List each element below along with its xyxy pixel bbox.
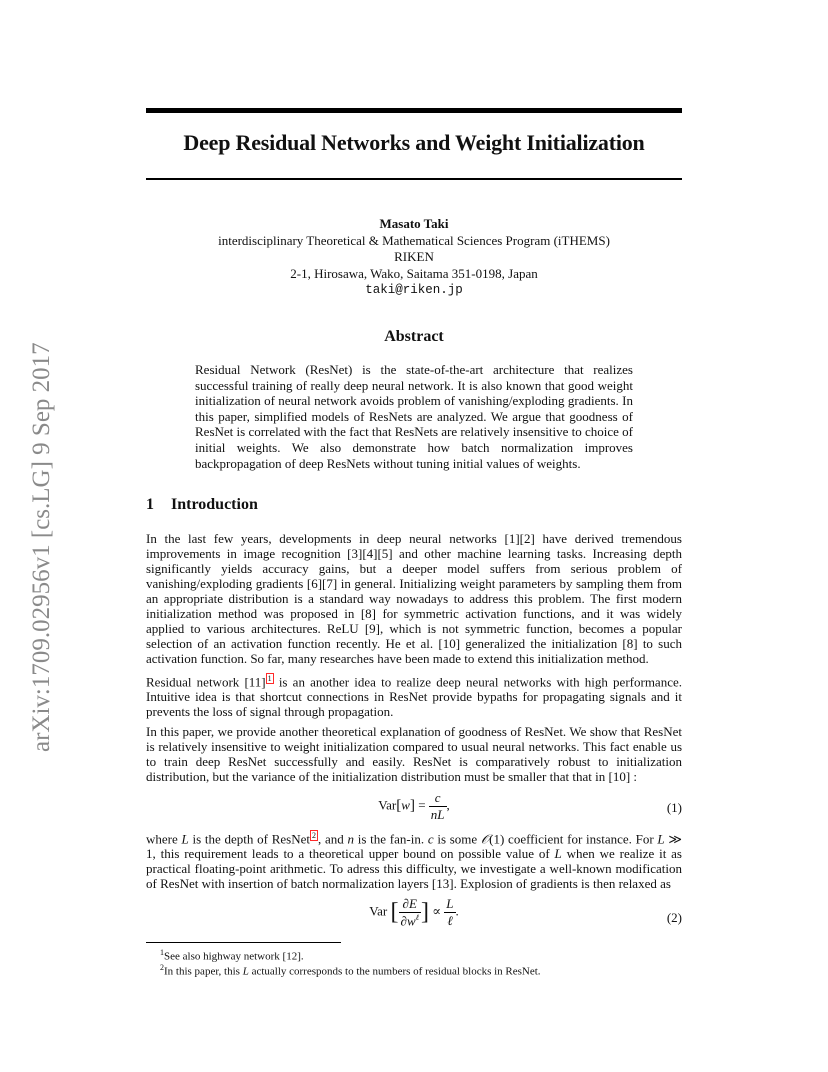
- paragraph-text: , and: [317, 831, 348, 847]
- equation-2: [146, 896, 682, 929]
- intro-paragraph-1: [146, 531, 682, 666]
- equation-1: [146, 790, 682, 823]
- arxiv-identifier-stamp: arXiv:1709.02956v1 [cs.LG] 9 Sep 2017: [28, 342, 55, 752]
- footnote-1: [160, 948, 304, 963]
- author-name: Masato Taki: [379, 216, 449, 231]
- intro-paragraph-3: [146, 724, 682, 784]
- fraction: $\frac{c}{nL}$: [430, 790, 445, 822]
- paragraph-text: Residual network [11]: [146, 674, 266, 690]
- footnote-mark: 2: [160, 963, 164, 972]
- section-title: Introduction: [171, 496, 258, 513]
- paragraph-text: is the fan-in.: [354, 831, 428, 847]
- title-top-rule: [146, 108, 682, 113]
- abstract-heading: Abstract: [384, 328, 444, 345]
- footnote-ref-1[interactable]: 1: [267, 674, 272, 683]
- equation-1-number: (1): [666, 800, 682, 815]
- author-institution: RIKEN: [394, 249, 434, 264]
- paragraph-text: is the depth of ResNet: [188, 831, 310, 847]
- paragraph-text: In this paper, we provide another theoretical explanation of goodness of ResNet. We show that ResNet is relatively insensitive to weight initialization compared to usual neural networks. This fact enable us to train deep ResNet successfully and easily. ResNet is comparatively robust to initialization distribution, but the variance of the initialization distribution must be smaller that that in [10] :: [146, 724, 682, 784]
- paragraph-text: coefficient for instance. For: [504, 831, 658, 847]
- fraction: $\frac{L}{\text{ℓ}}$: [446, 896, 454, 929]
- footnote-ref-2[interactable]: 2: [311, 831, 316, 840]
- intro-paragraph-4: where L is the depth of ResNet $^2$ , and n is the fan-in. c is some 𝒪(1) coefficient for instance. For L ≫ 1, this requirement leads to a theoretical upper bound on possible value of L when we realize it as practical floating-point arithmetic. To adress this difficulty, we investigate a well-known modification of ResNet with insertion of batch normalization layers [13]. Explosion of gradients is then relaxed as: [146, 831, 683, 892]
- footnote-text: In this paper, this: [164, 965, 243, 978]
- paragraph-text: when we realize it as practical floating-point arithmetic. To adress this difficulty, we investigate a well-known modification of ResNet with insertion of batch normalization layers [13]. Explosion of gradients is then relaxed as: [146, 846, 682, 892]
- paper-title: Deep Residual Networks and Weight Initialization: [183, 130, 645, 155]
- title-bottom-rule: [146, 178, 682, 180]
- fraction: $\frac{\partial E}{\partial w^\ell}$: [400, 896, 419, 929]
- section-heading-introduction: [146, 496, 258, 514]
- equation-1-formula: Var[w] = $\frac{c}{nL}$ ,: [378, 790, 450, 822]
- section-number: 1: [146, 496, 154, 513]
- intro-paragraph-2: [146, 671, 682, 719]
- footnote-rule: [146, 942, 341, 943]
- author-address: 2-1, Hirosawa, Wako, Saitama 351-0198, Japan: [290, 265, 538, 281]
- equation-2-formula: Var [ $\frac{\partial E}{\partial w^\ell}$ ] ∝ $\frac{L}{\text{ℓ}}$ .: [369, 896, 459, 929]
- author-email[interactable]: taki@riken.jp: [365, 283, 463, 297]
- author-affiliation: interdisciplinary Theoretical & Mathematical Sciences Program (iTHEMS): [218, 232, 610, 248]
- footnote-text: See also highway network [12].: [164, 950, 304, 963]
- paragraph-text: is an another idea to realize deep neural networks with high performance. Intuitive idea is that shortcut connections in ResNet provide bypaths for propagating signals and it prevents the loss of signal through propagation.: [146, 674, 682, 720]
- abstract-text: Residual Network (ResNet) is the state-of-the-art architecture that realizes successful training of really deep neural network. It is also known that good weight initialization of neural network avoids problem of vanishing/exploding gradients. In this paper, simplified models of ResNets are analyzed. We argue that goodness of ResNet is correlated with the fact that ResNets are relatively insensitive to choice of initial weights. We also demonstrate how batch normalization improves backpropagation of deep ResNets without tuning initial values of weights.: [195, 362, 633, 471]
- footnote-2: $^2$In this paper, this L actually corresponds to the numbers of residual blocks in ResNet.: [160, 963, 541, 978]
- footnote-text: actually corresponds to the numbers of residual blocks in ResNet.: [248, 965, 541, 978]
- paragraph-text: is some: [433, 831, 481, 847]
- paragraph-text: where: [146, 831, 182, 847]
- equation-2-number: (2): [666, 910, 682, 925]
- paragraph-text: In the last few years, developments in deep neural networks [1][2] have derived tremendous improvements in image recognition [3][4][5] and other machine learning tasks. Increasing depth significantly yields accuracy gains, but a deeper model suffers from serious problem of vanishing/exploding gradients [6][7] in general. Initializing weight parameters by sampling them from an appropriate distribution is a standard way nowadays to address this problem. The first modern initialization method was proposed in [8] for symmetric activation functions, and it was widely applied to various architectures. ReLU [9], which is not symmetric function, becomes a popular selection of an activation function recently. He et al. [10] generalized the initialization [8] to such activation function. So far, many researches have been made to extend this initialization method.: [146, 531, 682, 666]
- footnote-mark: 1: [160, 948, 164, 957]
- paragraph-text: , this requirement leads to a theoretical upper bound on possible value of: [152, 846, 555, 862]
- author-block: [146, 216, 682, 299]
